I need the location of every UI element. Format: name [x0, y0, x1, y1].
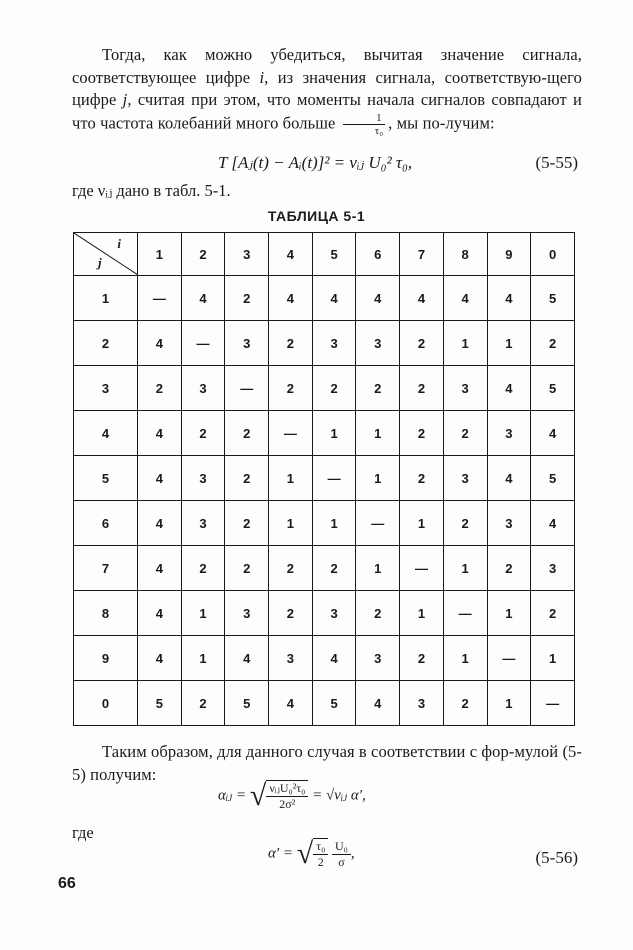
table-cell: —: [443, 591, 487, 636]
table-cell: 2: [400, 456, 444, 501]
radical-icon: √: [249, 779, 267, 812]
table-cell: 2: [181, 681, 225, 726]
fraction-u-over-sigma: [332, 839, 351, 870]
table-cell: 2: [312, 366, 356, 411]
table-cell: 2: [400, 636, 444, 681]
corner-label-j: j: [98, 255, 102, 270]
equation-5-56: [268, 838, 355, 870]
column-header: 3: [225, 233, 269, 276]
column-header: 5: [312, 233, 356, 276]
column-header: 9: [487, 233, 531, 276]
equation-number-5-56: (5-56): [535, 848, 578, 867]
table-cell: 4: [312, 636, 356, 681]
fraction-tau-over-2: [313, 839, 328, 870]
table-cell: 3: [181, 501, 225, 546]
column-header: 8: [443, 233, 487, 276]
table-cell: 1: [487, 681, 531, 726]
table-cell: 5: [531, 276, 575, 321]
text-run: , из значения сигнала, соответствую-щего цифре: [72, 67, 582, 109]
table-cell: 3: [181, 366, 225, 411]
equation-5-55: T [Aⱼ(t) − Aᵢ(t)]² = νᵢⱼ U₀² τ₀,: [218, 153, 413, 172]
table-row: [74, 546, 575, 591]
table-cell: 1: [487, 321, 531, 366]
table-cell: 2: [225, 501, 269, 546]
table-cell: 5: [225, 681, 269, 726]
radicand: [313, 838, 328, 870]
table-cell: 5: [312, 681, 356, 726]
table-cell: —: [181, 321, 225, 366]
table-cell: 2: [487, 546, 531, 591]
fraction-numerator: 1: [343, 112, 385, 125]
radicand-fraction: [266, 780, 308, 812]
diagonal-line-icon: [74, 233, 138, 275]
table-cell: 4: [356, 681, 400, 726]
table-cell: 2: [269, 546, 313, 591]
column-header: 1: [138, 233, 182, 276]
table-cell: 3: [356, 321, 400, 366]
table-cell: 4: [269, 276, 313, 321]
fraction-numerator: U₀: [332, 839, 351, 855]
equation-lhs: α′ =: [268, 845, 294, 862]
table-cell: 4: [443, 276, 487, 321]
table-cell: 2: [531, 321, 575, 366]
table-cell: 2: [225, 276, 269, 321]
table-cell: 3: [487, 411, 531, 456]
table-cell: 1: [312, 411, 356, 456]
fraction-denominator: σ: [338, 854, 345, 869]
table-cell: 1: [181, 636, 225, 681]
table-cell: 4: [312, 276, 356, 321]
table-cell: 4: [138, 636, 182, 681]
table-cell: 2: [269, 591, 313, 636]
fraction-numerator: νᵢⱼU₀²τ₀: [266, 781, 308, 797]
fraction-numerator: τ₀: [313, 839, 328, 855]
table-cell: —: [312, 456, 356, 501]
table-cell: 3: [225, 591, 269, 636]
text-run: , считая при этом, что моменты начала сигналов совпадают и что частота колебаний много больше: [72, 90, 582, 132]
table-title: ТАБЛИЦА 5-1: [267, 208, 366, 224]
table-reference-line: где νᵢⱼ дано в табл. 5-1.: [72, 181, 231, 200]
table-cell: 2: [269, 366, 313, 411]
table-row: [74, 456, 575, 501]
table-cell: 1: [181, 591, 225, 636]
column-header: 6: [356, 233, 400, 276]
table-cell: 5: [138, 681, 182, 726]
radical-icon: √: [296, 837, 314, 870]
table-cell: 4: [356, 276, 400, 321]
column-header: 0: [531, 233, 575, 276]
table-cell: 2: [138, 366, 182, 411]
row-header: 6: [74, 501, 138, 546]
table-cell: 3: [312, 591, 356, 636]
table-cell: 1: [443, 546, 487, 591]
text-run: Тогда, как можно убедиться, вычитая значение сигнала, соответствующее цифре: [72, 45, 582, 87]
table-cell: 4: [531, 411, 575, 456]
fraction-denominator: τ₀: [374, 124, 384, 137]
equation-number-5-55: (5-55): [535, 153, 578, 172]
row-header: 9: [74, 636, 138, 681]
table-cell: 1: [531, 636, 575, 681]
table-cell: 3: [269, 636, 313, 681]
table-cell: 1: [400, 591, 444, 636]
table-cell: 2: [443, 501, 487, 546]
table-cell: 2: [312, 546, 356, 591]
fraction-denominator: 2: [317, 855, 324, 869]
table-cell: 2: [269, 321, 313, 366]
table-cell: 4: [138, 546, 182, 591]
table-cell: 2: [225, 456, 269, 501]
table-cell: 1: [443, 636, 487, 681]
table-row: [74, 636, 575, 681]
table-cell: 5: [531, 366, 575, 411]
conclusion-paragraph: Таким образом, для данного случая в соответствии с фор-мулой (5-5) получим:: [72, 742, 582, 784]
equation-alpha-ij: [218, 780, 366, 812]
table-cell: 2: [443, 681, 487, 726]
row-header: 5: [74, 456, 138, 501]
table-cell: 1: [443, 321, 487, 366]
table-cell: 2: [225, 411, 269, 456]
corner-cell: [74, 233, 138, 276]
table-row: [74, 321, 575, 366]
text-run: , мы по-лучим:: [388, 112, 495, 132]
table-cell: 4: [269, 681, 313, 726]
row-header: 8: [74, 591, 138, 636]
table-row: [74, 276, 575, 321]
table-row: [74, 366, 575, 411]
table-cell: 1: [400, 501, 444, 546]
table-cell: —: [400, 546, 444, 591]
equation-tail: ,: [350, 845, 355, 862]
row-header: 3: [74, 366, 138, 411]
table-cell: 4: [487, 456, 531, 501]
table-cell: 3: [443, 366, 487, 411]
table-5-1: [73, 232, 575, 726]
table-cell: 2: [356, 366, 400, 411]
inline-fraction: [343, 112, 385, 137]
table-cell: —: [138, 276, 182, 321]
table-cell: 4: [138, 321, 182, 366]
table-cell: —: [269, 411, 313, 456]
table-cell: 4: [225, 636, 269, 681]
table-cell: 3: [312, 321, 356, 366]
table-cell: 1: [356, 411, 400, 456]
table-cell: 2: [181, 546, 225, 591]
table-cell: 4: [138, 411, 182, 456]
table-cell: 2: [356, 591, 400, 636]
column-header: 7: [400, 233, 444, 276]
table-row: [74, 591, 575, 636]
table-cell: 1: [487, 591, 531, 636]
table-cell: 2: [225, 546, 269, 591]
page-number: 66: [58, 875, 76, 892]
table-cell: 2: [531, 591, 575, 636]
table-cell: 4: [181, 276, 225, 321]
column-header: 2: [181, 233, 225, 276]
table-cell: 4: [487, 366, 531, 411]
row-header: 0: [74, 681, 138, 726]
fraction-denominator: 2σ²: [279, 797, 296, 811]
table-cell: 3: [181, 456, 225, 501]
table-cell: 1: [269, 456, 313, 501]
table-body: [74, 276, 575, 726]
table-cell: —: [356, 501, 400, 546]
table-cell: 1: [356, 456, 400, 501]
table-cell: 3: [443, 456, 487, 501]
table-header-row: [74, 233, 575, 276]
table-cell: 2: [400, 411, 444, 456]
table-cell: 1: [312, 501, 356, 546]
table-cell: 3: [356, 636, 400, 681]
table-cell: 2: [443, 411, 487, 456]
table-cell: 4: [531, 501, 575, 546]
table-cell: 1: [356, 546, 400, 591]
table-cell: 1: [269, 501, 313, 546]
table-cell: 4: [138, 591, 182, 636]
table-row: [74, 411, 575, 456]
row-header: 4: [74, 411, 138, 456]
intro-paragraph: [72, 44, 582, 137]
row-header: 1: [74, 276, 138, 321]
row-header: 7: [74, 546, 138, 591]
table-cell: 4: [138, 501, 182, 546]
table-cell: 2: [181, 411, 225, 456]
table-cell: 2: [400, 366, 444, 411]
table-row: [74, 501, 575, 546]
table-row: [74, 681, 575, 726]
table-cell: 3: [487, 501, 531, 546]
table-cell: 3: [400, 681, 444, 726]
variable-j: j: [122, 90, 128, 109]
table-cell: —: [225, 366, 269, 411]
table-cell: 4: [138, 456, 182, 501]
table-cell: 3: [531, 546, 575, 591]
table-cell: 4: [400, 276, 444, 321]
table-cell: 3: [225, 321, 269, 366]
variable-i: i: [259, 67, 265, 87]
corner-label-i: i: [117, 236, 121, 251]
table-cell: 4: [487, 276, 531, 321]
row-header: 2: [74, 321, 138, 366]
table-cell: —: [531, 681, 575, 726]
table-cell: 2: [400, 321, 444, 366]
column-header: 4: [269, 233, 313, 276]
equation-lhs: αᵢⱼ =: [218, 787, 247, 804]
table-cell: 5: [531, 456, 575, 501]
equation-rhs: = √νᵢⱼ α′,: [312, 787, 366, 804]
table-cell: —: [487, 636, 531, 681]
where-label: где: [72, 823, 94, 842]
